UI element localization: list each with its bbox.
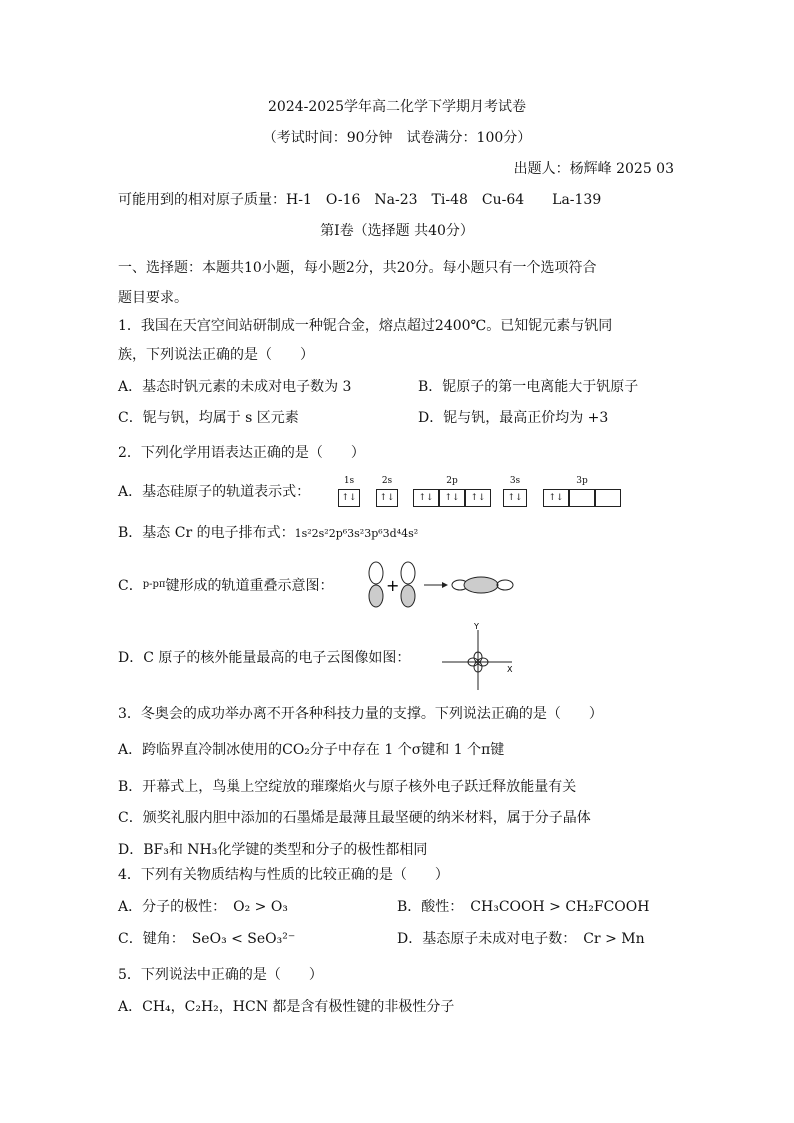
orbital-2p-box2: ↑↓ bbox=[439, 489, 465, 507]
q2-option-c-prefix: C． bbox=[118, 578, 143, 594]
orbital-3p bbox=[543, 476, 621, 507]
orbital-2s-box: ↑↓ bbox=[376, 489, 398, 507]
orbital-3p-label: 3p bbox=[576, 476, 588, 486]
plus-sign: + bbox=[386, 576, 400, 595]
orbital-3s-label: 3s bbox=[509, 476, 521, 486]
orbital-3s-box: ↑↓ bbox=[503, 489, 527, 507]
orbital-2p bbox=[413, 476, 491, 507]
q3-option-c: C．颁奖礼服内胆中添加的石墨烯是最薄且最坚硬的纳米材料，属于分子晶体 bbox=[118, 810, 591, 826]
q1-option-c: C．铌与钒，均属于 s 区元素 bbox=[118, 410, 299, 426]
orbital-2p-box3: ↑↓ bbox=[465, 489, 491, 507]
q4-stem: 4．下列有关物质结构与性质的比较正确的是（ ） bbox=[118, 867, 449, 883]
section-intro-line2: 题目要求。 bbox=[118, 290, 188, 306]
part-title: 第Ⅰ卷（选择题 共40分） bbox=[320, 223, 474, 239]
q4-option-c: C．键角： SeO₃ < SeO₃²⁻ bbox=[118, 931, 296, 947]
q4-option-b: B．酸性： CH₃COOH > CH₂FCOOH bbox=[397, 899, 650, 915]
orbital-2p-box1: ↑↓ bbox=[413, 489, 439, 507]
orbital-3p-box3 bbox=[595, 489, 621, 507]
q2-option-d: D．C 原子的核外能量最高的电子云图像如图： bbox=[118, 650, 411, 666]
author-line: 出题人：杨辉峰 2025 03 bbox=[513, 161, 674, 177]
q2-option-b-prefix: B．基态 Cr 的电子排布式： bbox=[118, 525, 295, 541]
orbital-1s-box: ↑↓ bbox=[338, 489, 360, 507]
orbital-3p-box1: ↑↓ bbox=[543, 489, 569, 507]
section-intro-line1: 一、选择题：本题共10小题，每小题2分，共20分。每小题只有一个选项符合 bbox=[118, 260, 597, 276]
q1-option-b: B．铌原子的第一电离能大于钒原子 bbox=[418, 379, 639, 395]
orbital-2p-label: 2p bbox=[446, 476, 458, 486]
orbital-2s bbox=[376, 476, 398, 507]
x-axis-label: X bbox=[507, 665, 513, 674]
q4-option-a: A．分子的极性： O₂ > O₃ bbox=[118, 899, 288, 915]
arrow-icon bbox=[424, 582, 448, 588]
q1-stem-line2: 族，下列说法正确的是（ ） bbox=[118, 347, 314, 363]
q5-option-a: A．CH₄，C₂H₂，HCN 都是含有极性键的非极性分子 bbox=[118, 999, 455, 1015]
q3-option-b: B．开幕式上，鸟巢上空绽放的璀璨焰火与原子核外电子跃迁释放能量有关 bbox=[118, 779, 577, 795]
orbital-3p-box2 bbox=[569, 489, 595, 507]
cr-electron-config: 1s²2s²2p⁶3s²3p⁶3d⁴4s² bbox=[294, 527, 419, 540]
orbital-2s-label: 2s bbox=[381, 476, 393, 486]
q4-option-d: D．基态原子未成对电子数： Cr > Mn bbox=[397, 931, 645, 947]
sigma-overlap-shape bbox=[452, 577, 513, 593]
p-orbital-right bbox=[401, 562, 415, 607]
exam-title: 2024-2025学年高二化学下学期月考试卷 bbox=[268, 99, 526, 115]
atomic-masses: 可能用到的相对原子质量：H-1 O-16 Na-23 Ti-48 Cu-64 La-139 bbox=[118, 192, 602, 208]
pi-bond-overlap-diagram bbox=[362, 560, 522, 610]
orbital-3s bbox=[503, 476, 527, 507]
q1-option-a: A．基态时钒元素的未成对电子数为 3 bbox=[118, 379, 352, 395]
y-axis-label: Y bbox=[474, 622, 479, 631]
q3-option-a: A．跨临界直冷制冰使用的CO₂分子中存在 1 个σ键和 1 个π键 bbox=[118, 742, 505, 758]
orbital-1s-label: 1s bbox=[343, 476, 355, 486]
q2-stem: 2．下列化学用语表达正确的是（ ） bbox=[118, 445, 365, 461]
q2-option-c-text: 键形成的轨道重叠示意图： bbox=[165, 578, 334, 594]
exam-subtitle: （考试时间：90分钟 试卷满分：100分） bbox=[262, 130, 532, 146]
q2-option-c bbox=[118, 575, 333, 596]
q1-option-d: D．铌与钒，最高正价均为 +3 bbox=[418, 410, 609, 426]
q3-option-d: D．BF₃和 NH₃化学键的类型和分子的极性都相同 bbox=[118, 842, 428, 858]
q5-stem: 5．下列说法中正确的是（ ） bbox=[118, 967, 323, 983]
orbital-1s bbox=[338, 476, 360, 507]
p-p-pi-label: p-pπ bbox=[142, 579, 166, 590]
q2-option-b bbox=[118, 523, 418, 544]
q2-option-a: A．基态硅原子的轨道表示式： bbox=[118, 484, 311, 500]
p-orbital-left bbox=[369, 562, 383, 607]
q3-stem: 3．冬奥会的成功举办离不开各种科技力量的支撑。下列说法正确的是（ ） bbox=[118, 706, 603, 722]
electron-cloud-diagram bbox=[440, 622, 520, 692]
q1-stem-line1: 1．我国在天宫空间站研制成一种铌合金，熔点超过2400℃。已知铌元素与钒同 bbox=[118, 318, 613, 334]
